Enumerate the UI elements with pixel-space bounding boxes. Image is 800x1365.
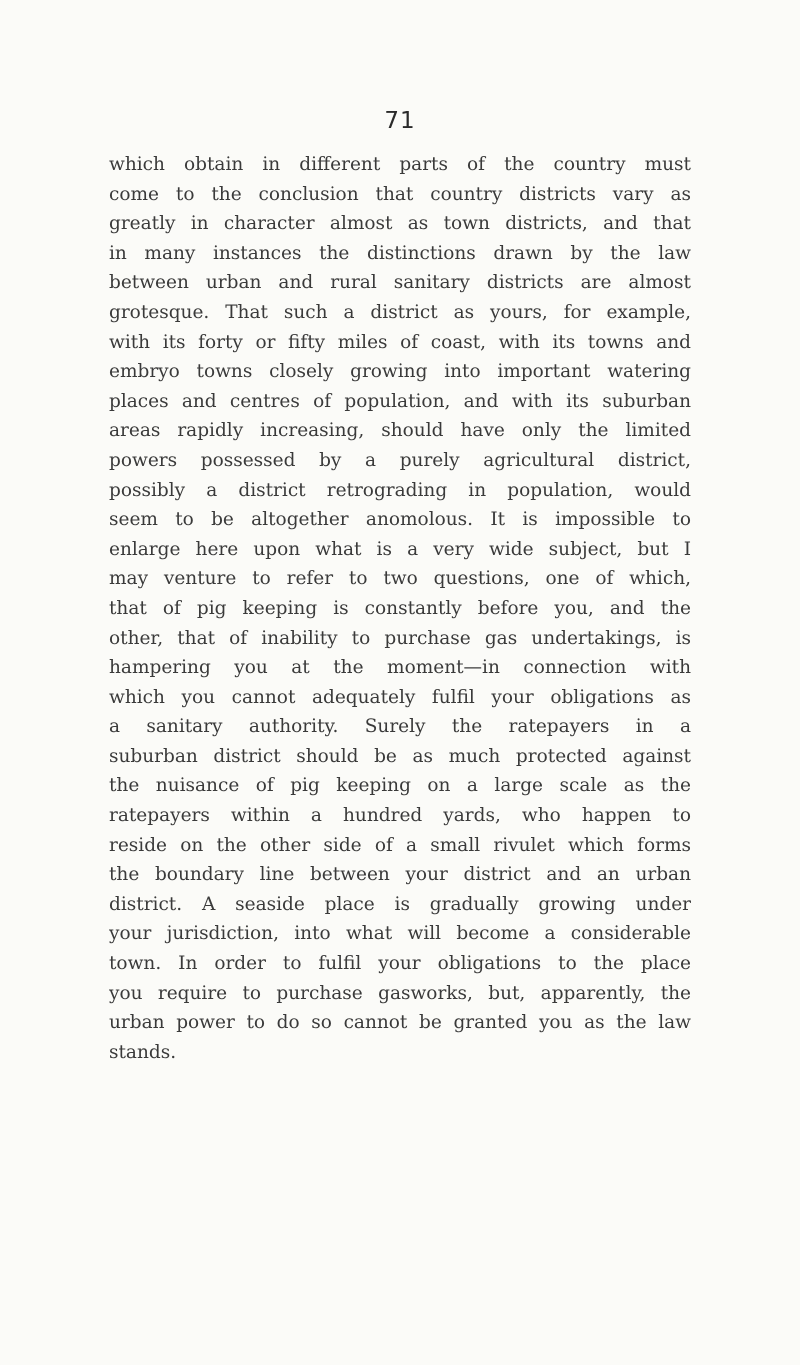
text-line: in many instances the distinctions drawn by the law: [109, 242, 691, 264]
text-line: the boundary line between your district and an urban: [109, 864, 691, 886]
text-line: town. In order to fulfil your obligations to the place: [109, 953, 691, 975]
body-text: [109, 150, 691, 1067]
text-line: powers possessed by a purely agricultural district,: [109, 449, 691, 471]
text-line: grotesque. That such a district as yours, for example,: [109, 301, 691, 323]
text-line: enlarge here upon what is a very wide subject, but I: [109, 538, 691, 560]
text-line: hampering you at the moment—in connection with: [109, 657, 691, 679]
text-line: urban power to do so cannot be granted you as the law: [109, 1012, 691, 1034]
text-line: you require to purchase gasworks, but, apparently, the: [109, 982, 691, 1004]
text-line: the nuisance of pig keeping on a large scale as the: [109, 775, 691, 797]
text-line: ratepayers within a hundred yards, who happen to: [109, 805, 691, 827]
page-number: 71: [384, 108, 416, 134]
text-line: which you cannot adequately fulfil your obligations as: [109, 686, 691, 708]
text-line: suburban district should be as much protected against: [109, 745, 691, 767]
text-line: other, that of inability to purchase gas undertakings, is: [109, 627, 691, 649]
text-line: your jurisdiction, into what will become a considerable: [109, 923, 691, 945]
text-line: greatly in character almost as town districts, and that: [109, 213, 691, 235]
text-line: district. A seaside place is gradually growing under: [109, 893, 691, 915]
text-line: come to the conclusion that country districts vary as: [109, 183, 691, 205]
text-line: that of pig keeping is constantly before you, and the: [109, 597, 691, 619]
text-line: areas rapidly increasing, should have only the limited: [109, 420, 691, 442]
text-line: which obtain in different parts of the country must: [109, 154, 691, 175]
text-line: stands.: [109, 1041, 177, 1063]
text-line: places and centres of population, and with its suburban: [109, 390, 691, 412]
text-line: reside on the other side of a small rivulet which forms: [109, 834, 691, 856]
text-line: a sanitary authority. Surely the ratepayers in a: [109, 716, 691, 738]
text-line: with its forty or fifty miles of coast, with its towns and: [109, 331, 691, 353]
text-line: possibly a district retrograding in population, would: [109, 479, 691, 501]
text-line: embryo towns closely growing into important watering: [109, 361, 691, 383]
text-line: may venture to refer to two questions, one of which,: [109, 568, 691, 590]
text-line: between urban and rural sanitary districts are almost: [109, 272, 691, 294]
text-line: seem to be altogether anomolous. It is impossible to: [109, 509, 691, 531]
